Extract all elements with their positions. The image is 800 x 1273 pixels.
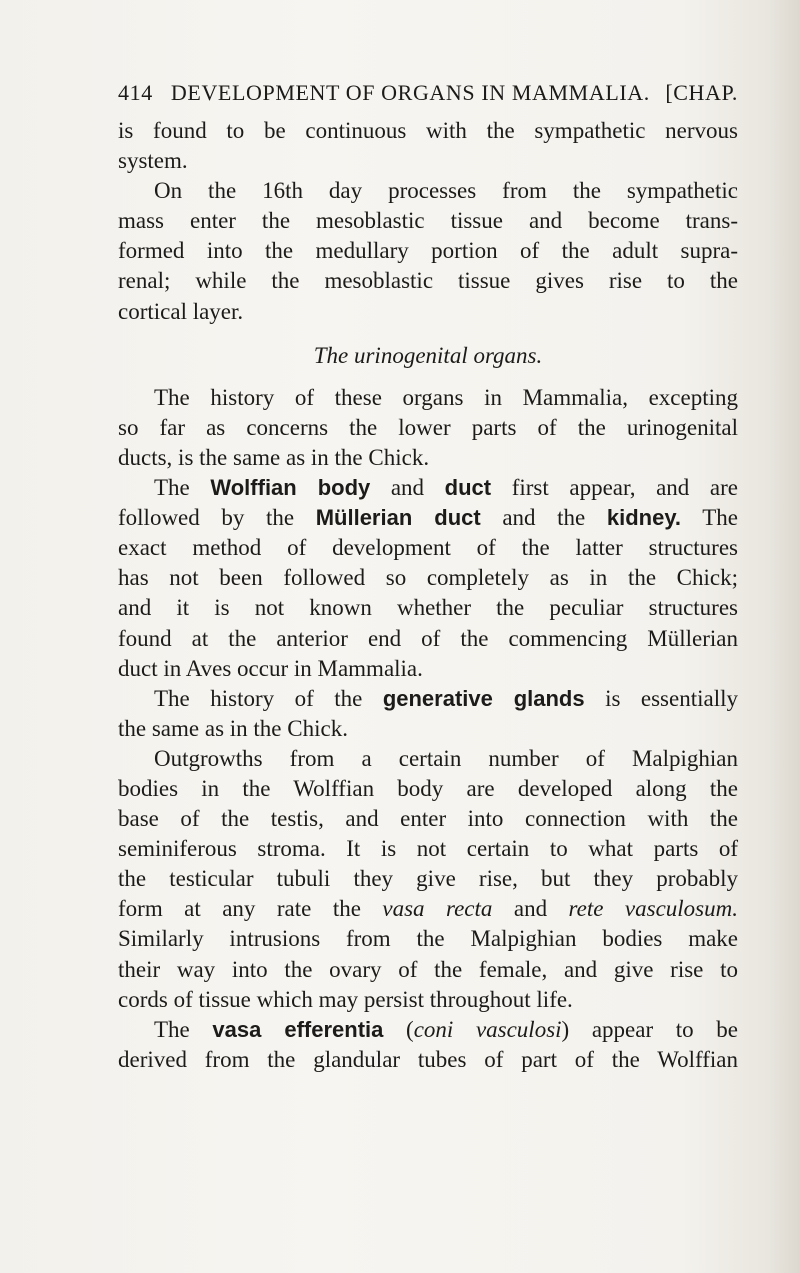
term-kidney: kidney. — [606, 505, 682, 531]
text-line — [118, 473, 738, 503]
text-line: bodies in the Wolffian body are developed along the — [118, 775, 738, 801]
text-line: derived from the glandular tubes of part of the Wolffian — [118, 1046, 738, 1072]
text-run: ( — [383, 1016, 414, 1042]
text-line: Similarly intrusions from the Malpighian bodies make — [118, 926, 738, 952]
text-line — [118, 684, 738, 714]
text-line: the same as in the Chick. — [118, 715, 348, 741]
text-run: The history of the — [154, 685, 383, 711]
term-generative-glands: generative glands — [382, 685, 585, 711]
chapter-marker: [CHAP. — [665, 80, 738, 105]
text-run: and — [492, 896, 569, 922]
text-line: formed into the medullary portion of the adult supra- — [118, 238, 738, 264]
text-line: their way into the ovary of the female, and give rise to — [118, 956, 738, 982]
text-line: the testicular tubuli they give rise, but they probably — [118, 866, 738, 892]
text-line: ducts, is the same as in the Chick. — [118, 444, 430, 470]
term-duct: duct — [444, 475, 492, 501]
text-line: has not been followed so completely as in the Chick; — [118, 565, 738, 591]
text-run: is essentially — [584, 685, 738, 711]
text-line — [118, 1015, 738, 1045]
text-line — [118, 894, 738, 924]
text-run: The — [154, 475, 211, 501]
text-line: On the 16th day processes from the sympathetic — [154, 178, 738, 204]
running-title: DEVELOPMENT OF ORGANS IN MAMMALIA. — [170, 80, 650, 105]
text-line: cords of tissue which may persist throughout life. — [118, 986, 573, 1012]
text-run: followed by the — [118, 505, 316, 531]
text-run: first appear, and are — [491, 475, 738, 501]
text-run: The — [154, 1016, 213, 1042]
running-head — [118, 80, 738, 106]
text-run: form at any rate the — [118, 896, 383, 922]
text-line: exact method of development of the latter structures — [118, 535, 738, 561]
page-number: 414 — [118, 80, 153, 105]
text-line: base of the testis, and enter into connection with the — [118, 806, 738, 832]
text-run: and — [370, 475, 445, 501]
term-wolffian-body: Wolffian body — [210, 475, 371, 501]
text-line: and it is not known whether the peculiar structures — [118, 595, 738, 621]
term-coni-vasculosi: coni vasculosi — [413, 1016, 562, 1042]
text-line: renal; while the mesoblastic tissue gives rise to the — [118, 268, 738, 294]
text-line — [118, 503, 738, 533]
text-line: cortical layer. — [118, 298, 244, 324]
text-line: The history of these organs in Mammalia, excepting — [154, 384, 738, 410]
text-line: seminiferous stroma. It is not certain to what parts of — [118, 836, 738, 862]
text-line: so far as concerns the lower parts of the urinogenital — [118, 414, 738, 440]
text-line: duct in Aves occur in Mammalia. — [118, 655, 423, 681]
text-run: ) appear to be — [561, 1016, 739, 1042]
term-vasa-recta: vasa recta — [382, 896, 493, 922]
text-line: Outgrowths from a certain number of Malpighian — [154, 745, 738, 771]
text-line: mass enter the mesoblastic tissue and become trans- — [118, 208, 738, 234]
section-heading: The urinogenital organs. — [313, 342, 543, 368]
body-text — [118, 116, 738, 1075]
text-line: found at the anterior end of the commencing Müllerian — [118, 625, 738, 651]
text-run: The — [681, 505, 739, 531]
term-mullerian-duct: Müllerian duct — [315, 505, 481, 531]
term-vasa-efferentia: vasa efferentia — [212, 1016, 384, 1042]
text-run: and the — [480, 505, 607, 531]
text-line: system. — [118, 148, 188, 174]
term-rete-vasculosum: rete vasculosum. — [568, 896, 738, 922]
text-line: is found to be continuous with the sympathetic nervous — [118, 118, 738, 143]
